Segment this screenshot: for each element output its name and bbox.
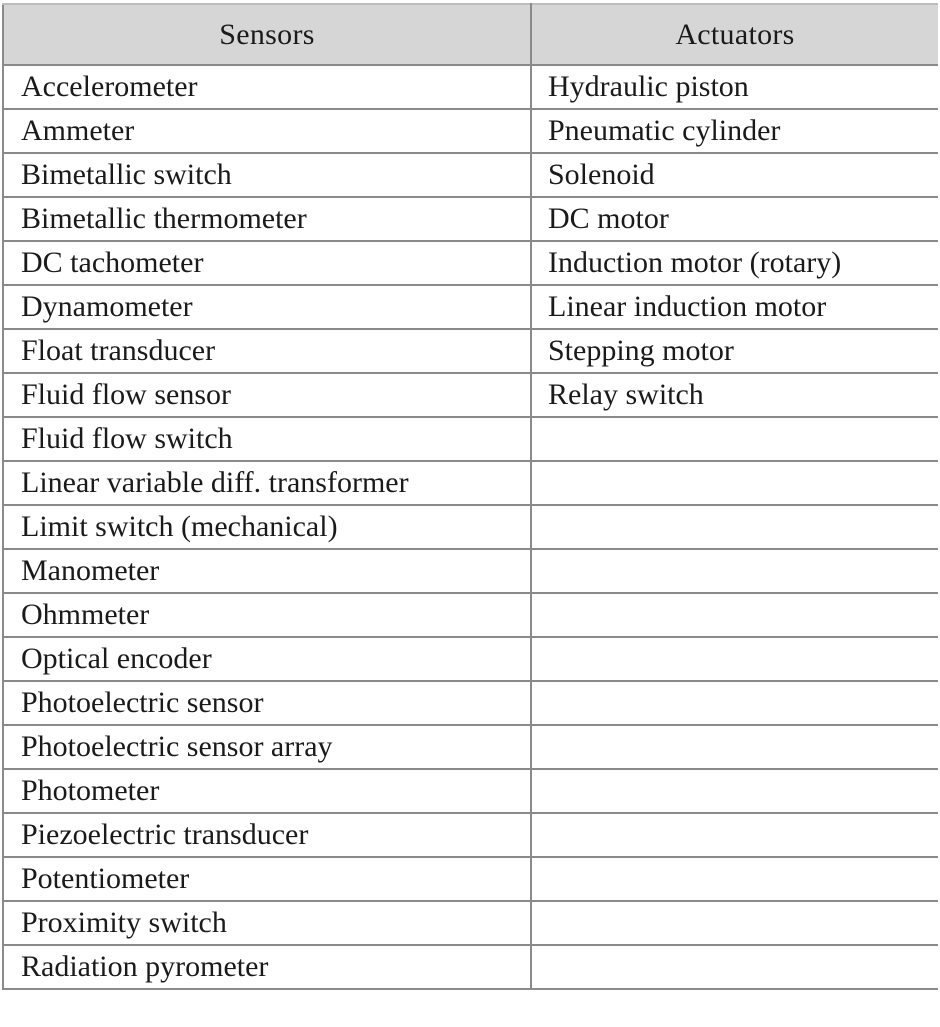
actuator-cell-empty: [531, 769, 938, 813]
table-row: [3, 857, 938, 901]
table-row: [3, 373, 938, 417]
actuator-cell-empty: [531, 593, 938, 637]
actuator-cell-empty: [531, 417, 938, 461]
sensor-cell: Photoelectric sensor array: [3, 725, 531, 769]
actuator-cell: Induction motor (rotary): [531, 241, 938, 285]
actuator-cell-empty: [531, 945, 938, 989]
actuator-cell: Hydraulic piston: [531, 65, 938, 109]
actuator-cell-empty: [531, 725, 938, 769]
sensor-cell: Piezoelectric transducer: [3, 813, 531, 857]
sensor-cell: Fluid flow switch: [3, 417, 531, 461]
table-row: [3, 549, 938, 593]
sensor-cell: Photoelectric sensor: [3, 681, 531, 725]
sensor-cell: Limit switch (mechanical): [3, 505, 531, 549]
sensors-actuators-table-container: [2, 3, 938, 1027]
table-row: [3, 813, 938, 857]
actuator-cell-empty: [531, 461, 938, 505]
table-row: [3, 285, 938, 329]
table-row: [3, 197, 938, 241]
table-row: [3, 681, 938, 725]
actuator-cell-empty: [531, 637, 938, 681]
table-row: [3, 241, 938, 285]
table-row: [3, 769, 938, 813]
sensor-cell: Fluid flow sensor: [3, 373, 531, 417]
sensor-cell: Linear variable diff. transformer: [3, 461, 531, 505]
sensors-actuators-table: [2, 3, 938, 990]
actuator-cell-empty: [531, 857, 938, 901]
sensor-cell: Potentiometer: [3, 857, 531, 901]
actuator-cell-empty: [531, 813, 938, 857]
table-row: [3, 593, 938, 637]
sensor-cell: Radiation pyrometer: [3, 945, 531, 989]
table-row: [3, 505, 938, 549]
header-actuators: Actuators: [531, 4, 938, 65]
actuator-cell-empty: [531, 681, 938, 725]
sensor-cell: Float transducer: [3, 329, 531, 373]
table-row: [3, 461, 938, 505]
actuator-cell: Linear induction motor: [531, 285, 938, 329]
table-row: [3, 725, 938, 769]
table-row: [3, 329, 938, 373]
sensor-cell: Bimetallic thermometer: [3, 197, 531, 241]
table-row: [3, 945, 938, 989]
sensor-cell: Accelerometer: [3, 65, 531, 109]
table-row: [3, 109, 938, 153]
actuator-cell-empty: [531, 505, 938, 549]
table-row: [3, 901, 938, 945]
sensor-cell: Optical encoder: [3, 637, 531, 681]
table-header-row: [3, 4, 938, 65]
sensor-cell: Ohmmeter: [3, 593, 531, 637]
sensor-cell: DC tachometer: [3, 241, 531, 285]
table-row: [3, 637, 938, 681]
actuator-cell: DC motor: [531, 197, 938, 241]
actuator-cell: Stepping motor: [531, 329, 938, 373]
table-row: [3, 65, 938, 109]
actuator-cell-empty: [531, 549, 938, 593]
sensor-cell: Manometer: [3, 549, 531, 593]
sensor-cell: Ammeter: [3, 109, 531, 153]
sensor-cell: Proximity switch: [3, 901, 531, 945]
header-sensors: Sensors: [3, 4, 531, 65]
sensor-cell: Photometer: [3, 769, 531, 813]
actuator-cell: Pneumatic cylinder: [531, 109, 938, 153]
actuator-cell-empty: [531, 901, 938, 945]
sensor-cell: Bimetallic switch: [3, 153, 531, 197]
actuator-cell: Solenoid: [531, 153, 938, 197]
sensor-cell: Dynamometer: [3, 285, 531, 329]
table-row: [3, 417, 938, 461]
table-row: [3, 153, 938, 197]
actuator-cell: Relay switch: [531, 373, 938, 417]
